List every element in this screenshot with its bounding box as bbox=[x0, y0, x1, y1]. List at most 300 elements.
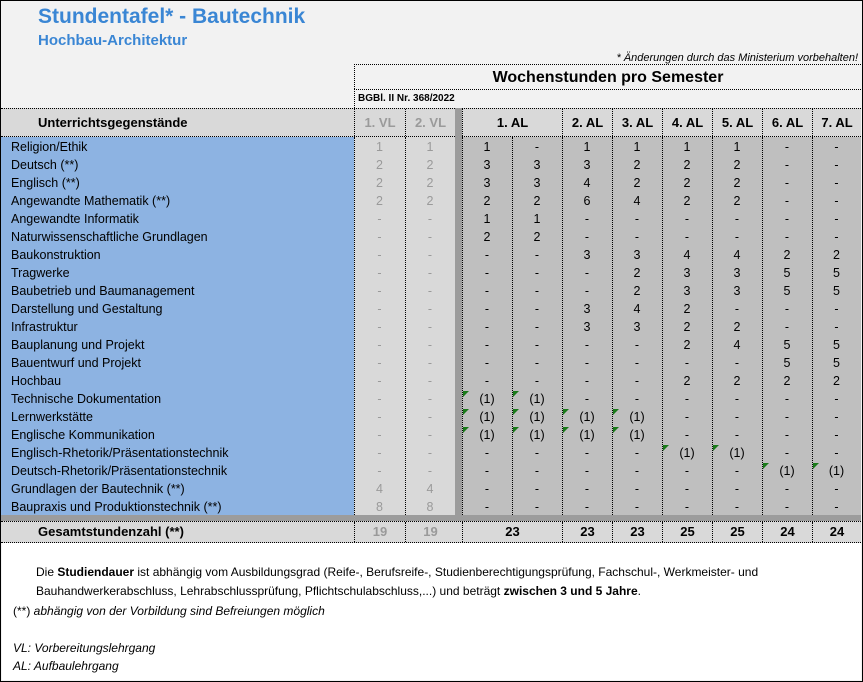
al-hours-cell bbox=[812, 156, 861, 174]
cell-value: - bbox=[584, 284, 590, 298]
cell-value: (1) bbox=[779, 464, 795, 478]
al-hours-cell bbox=[562, 390, 612, 408]
al-hours-cell bbox=[512, 228, 562, 246]
table-row bbox=[1, 174, 861, 192]
cell-value: - bbox=[634, 212, 640, 226]
cell-value: 3 bbox=[483, 176, 491, 190]
vl-hours-cell: 1 bbox=[376, 140, 383, 154]
cell-value: - bbox=[784, 482, 790, 496]
vl-hours-cell: - bbox=[377, 212, 382, 226]
cell-value: - bbox=[834, 158, 839, 172]
al-hours-cell bbox=[662, 246, 712, 264]
cell-value: - bbox=[684, 482, 690, 496]
al-hours-cell bbox=[512, 192, 562, 210]
al-hours-cell bbox=[662, 210, 712, 228]
al-hours-cell bbox=[762, 336, 812, 354]
al-hours-cell bbox=[662, 174, 712, 192]
al-hours-cell bbox=[562, 300, 612, 318]
al-hours-cell bbox=[762, 480, 812, 498]
al-hours-cell bbox=[662, 138, 712, 156]
vl-hours-cell: - bbox=[377, 392, 382, 406]
cell-value: - bbox=[534, 374, 540, 388]
vl-hours-cell: 1 bbox=[426, 140, 434, 154]
cell-value: 4 bbox=[733, 338, 741, 352]
total-al7: 24 bbox=[812, 522, 861, 542]
al-hours-cell bbox=[562, 192, 612, 210]
cell-value: 3 bbox=[583, 158, 591, 172]
al-hours-cell bbox=[762, 498, 812, 516]
vl-hours-cell: 2 bbox=[376, 194, 383, 208]
al-hours-cell bbox=[512, 264, 562, 282]
total-al1: 23 bbox=[462, 522, 562, 542]
al-hours-cell bbox=[612, 408, 662, 426]
al-hours-cell bbox=[612, 462, 662, 480]
vl-hours-cell: - bbox=[377, 464, 382, 478]
cell-value: - bbox=[784, 446, 790, 460]
subject-label: Englisch (**) bbox=[11, 176, 80, 190]
cell-value: - bbox=[484, 320, 490, 334]
comment-marker-icon[interactable] bbox=[463, 427, 469, 433]
footer-notes bbox=[2, 543, 861, 680]
al-hours-cell bbox=[712, 498, 762, 516]
cell-value: - bbox=[584, 212, 590, 226]
al-hours-cell bbox=[612, 138, 662, 156]
cell-value: 6 bbox=[583, 194, 591, 208]
al-hours-cell bbox=[812, 246, 861, 264]
cell-value: - bbox=[634, 374, 640, 388]
al-hours-cell bbox=[812, 174, 861, 192]
cell-value: (1) bbox=[729, 446, 745, 460]
cell-value: - bbox=[684, 230, 690, 244]
al-hours-cell bbox=[612, 210, 662, 228]
cell-value: 2 bbox=[683, 194, 691, 208]
cell-value: 5 bbox=[783, 266, 791, 280]
comment-marker-icon[interactable] bbox=[663, 445, 669, 451]
al-hours-cell bbox=[712, 210, 762, 228]
al-hours-cell bbox=[512, 426, 562, 444]
cell-value: (1) bbox=[529, 392, 545, 406]
al-hours-cell bbox=[512, 462, 562, 480]
cell-value: - bbox=[734, 302, 740, 316]
cell-value: - bbox=[484, 446, 490, 460]
cell-value: - bbox=[534, 464, 540, 478]
al-hours-cell bbox=[512, 174, 562, 192]
table-row bbox=[1, 282, 861, 300]
al-hours-cell bbox=[762, 372, 812, 390]
al-hours-cell bbox=[762, 408, 812, 426]
cell-value: - bbox=[534, 500, 540, 514]
vl-hours-cell: - bbox=[427, 302, 433, 316]
total-label: Gesamtstundenzahl (**) bbox=[38, 524, 184, 539]
al-hours-cell bbox=[612, 318, 662, 336]
cell-value: 3 bbox=[483, 158, 491, 172]
cell-value: 2 bbox=[633, 266, 641, 280]
cell-value: 2 bbox=[633, 158, 641, 172]
al3-column-header: 3. AL bbox=[612, 109, 662, 136]
vl-hours-cell: 2 bbox=[376, 176, 383, 190]
al-hours-cell bbox=[462, 192, 512, 210]
column-header-row bbox=[1, 108, 861, 137]
subject-label: Baukonstruktion bbox=[11, 248, 101, 262]
cell-value: - bbox=[484, 302, 490, 316]
vl-hours-cell: - bbox=[427, 410, 433, 424]
al-hours-cell bbox=[512, 318, 562, 336]
al-hours-cell bbox=[712, 372, 762, 390]
al-hours-cell bbox=[812, 318, 861, 336]
al-hours-cell bbox=[562, 138, 612, 156]
cell-value: - bbox=[534, 446, 540, 460]
al-hours-cell bbox=[812, 264, 861, 282]
total-row bbox=[1, 521, 861, 543]
al4-column-header: 4. AL bbox=[662, 109, 712, 136]
cell-value: - bbox=[584, 446, 590, 460]
al-hours-cell bbox=[712, 156, 762, 174]
al-hours-cell bbox=[612, 426, 662, 444]
cell-value: - bbox=[634, 356, 640, 370]
al-hours-cell bbox=[462, 174, 512, 192]
al-hours-cell bbox=[762, 300, 812, 318]
cell-value: 2 bbox=[733, 320, 741, 334]
cell-value: 2 bbox=[683, 176, 691, 190]
al-hours-cell bbox=[462, 372, 512, 390]
cell-value: 3 bbox=[533, 158, 541, 172]
comment-marker-icon[interactable] bbox=[713, 445, 719, 451]
cell-value: 5 bbox=[833, 338, 840, 352]
vl-hours-cell: - bbox=[427, 392, 433, 406]
cell-value: 3 bbox=[733, 266, 741, 280]
cell-value: - bbox=[584, 230, 590, 244]
cell-value: - bbox=[584, 482, 590, 496]
table-row bbox=[1, 264, 861, 282]
cell-value: 1 bbox=[483, 140, 491, 154]
note-text: abhängig von der Vorbildung sind Befreiungen möglich bbox=[33, 604, 325, 618]
comment-marker-icon[interactable] bbox=[613, 409, 619, 415]
al-hours-cell bbox=[512, 138, 562, 156]
cell-value: - bbox=[834, 230, 839, 244]
cell-value: - bbox=[734, 482, 740, 496]
al-hours-cell bbox=[712, 246, 762, 264]
comment-marker-icon[interactable] bbox=[613, 427, 619, 433]
cell-value: 3 bbox=[533, 176, 541, 190]
subject-label: Angewandte Mathematik (**) bbox=[11, 194, 171, 208]
text: Die bbox=[36, 565, 58, 579]
table-row bbox=[1, 246, 861, 264]
al-hours-cell bbox=[662, 372, 712, 390]
al-hours-cell bbox=[762, 282, 812, 300]
al-hours-cell bbox=[512, 282, 562, 300]
cell-value: 1 bbox=[583, 140, 591, 154]
table-row bbox=[1, 300, 861, 318]
cell-value: - bbox=[684, 410, 690, 424]
table-row bbox=[1, 138, 861, 156]
bold-text: zwischen 3 und 5 Jahre bbox=[503, 584, 638, 598]
cell-value: - bbox=[734, 410, 740, 424]
cell-value: - bbox=[634, 392, 640, 406]
cell-value: - bbox=[784, 140, 790, 154]
al-hours-cell bbox=[562, 426, 612, 444]
vl-hours-cell: - bbox=[427, 464, 433, 478]
al-hours-cell bbox=[812, 282, 861, 300]
subject-label: Baupraxis und Produktionstechnik (**) bbox=[11, 500, 222, 514]
cell-value: - bbox=[484, 338, 490, 352]
vl-hours-cell: - bbox=[377, 356, 382, 370]
comment-marker-icon[interactable] bbox=[513, 427, 519, 433]
al-hours-cell bbox=[812, 354, 861, 372]
al-hours-cell bbox=[562, 174, 612, 192]
cell-value: - bbox=[684, 392, 690, 406]
al-hours-cell bbox=[812, 426, 861, 444]
al-hours-cell bbox=[812, 408, 861, 426]
cell-value: (1) bbox=[479, 392, 495, 406]
cell-value: 3 bbox=[633, 320, 641, 334]
cell-value: 1 bbox=[683, 140, 691, 154]
al-hours-cell bbox=[662, 192, 712, 210]
vl-hours-cell: - bbox=[377, 338, 382, 352]
cell-value: 1 bbox=[483, 212, 491, 226]
al-hours-cell bbox=[612, 156, 662, 174]
comment-marker-icon[interactable] bbox=[813, 463, 819, 469]
total-vl1: 19 bbox=[354, 522, 405, 542]
subject-label: Naturwissenschaftliche Grundlagen bbox=[11, 230, 208, 244]
cell-value: - bbox=[534, 356, 540, 370]
comment-marker-icon[interactable] bbox=[463, 391, 469, 397]
cell-value: - bbox=[734, 428, 740, 442]
al-hours-cell bbox=[712, 192, 762, 210]
comment-marker-icon[interactable] bbox=[513, 409, 519, 415]
al-hours-cell bbox=[762, 210, 812, 228]
al-hours-cell bbox=[662, 444, 712, 462]
comment-marker-icon[interactable] bbox=[463, 409, 469, 415]
al-hours-cell bbox=[512, 300, 562, 318]
page-subtitle: Hochbau-Architektur bbox=[38, 32, 188, 49]
cell-value: 2 bbox=[683, 338, 691, 352]
comment-marker-icon[interactable] bbox=[513, 391, 519, 397]
al-hours-cell bbox=[712, 408, 762, 426]
cell-value: - bbox=[634, 500, 640, 514]
cell-value: 4 bbox=[633, 302, 641, 316]
al-hours-cell bbox=[612, 228, 662, 246]
al-hours-cell bbox=[812, 300, 861, 318]
comment-marker-icon[interactable] bbox=[763, 463, 769, 469]
al-hours-cell bbox=[462, 300, 512, 318]
cell-value: (1) bbox=[579, 428, 595, 442]
cell-value: 3 bbox=[583, 302, 591, 316]
cell-value: (1) bbox=[629, 410, 645, 424]
bold-text: Studiendauer bbox=[57, 565, 135, 579]
al-hours-cell bbox=[662, 336, 712, 354]
al-hours-cell bbox=[712, 174, 762, 192]
al-hours-cell bbox=[462, 156, 512, 174]
cell-value: (1) bbox=[828, 464, 845, 478]
cell-value: 5 bbox=[833, 356, 840, 370]
total-al6: 24 bbox=[762, 522, 812, 542]
al-hours-cell bbox=[762, 462, 812, 480]
cell-value: - bbox=[634, 482, 640, 496]
al-hours-cell bbox=[512, 210, 562, 228]
cell-value: 2 bbox=[733, 176, 741, 190]
al-hours-cell bbox=[762, 354, 812, 372]
al-hours-cell bbox=[662, 390, 712, 408]
cell-value: - bbox=[834, 320, 839, 334]
bgbl-reference: BGBl. II Nr. 368/2022 bbox=[354, 89, 861, 108]
al-hours-cell bbox=[462, 282, 512, 300]
al7-column-header: 7. AL bbox=[812, 109, 861, 136]
cell-value: 3 bbox=[633, 248, 641, 262]
subject-label: Bauentwurf und Projekt bbox=[11, 356, 141, 370]
table-row bbox=[1, 498, 861, 516]
cell-value: - bbox=[834, 176, 839, 190]
cell-value: - bbox=[784, 320, 790, 334]
cell-value: - bbox=[534, 338, 540, 352]
cell-value: - bbox=[584, 338, 590, 352]
cell-value: - bbox=[784, 392, 790, 406]
table-row bbox=[1, 210, 861, 228]
al-hours-cell bbox=[562, 462, 612, 480]
cell-value: - bbox=[834, 446, 839, 460]
vl1-column-header: 1. VL bbox=[354, 109, 405, 136]
note-prefix: (**) bbox=[13, 604, 34, 618]
comment-marker-icon[interactable] bbox=[563, 427, 569, 433]
vl-hours-cell: - bbox=[377, 302, 382, 316]
cell-value: (1) bbox=[629, 428, 645, 442]
cell-value: 2 bbox=[783, 374, 791, 388]
cell-value: - bbox=[584, 356, 590, 370]
al-hours-cell bbox=[462, 444, 512, 462]
subject-label: Religion/Ethik bbox=[11, 140, 88, 154]
al-definition: AL: Aufbaulehrgang bbox=[13, 659, 119, 673]
al-hours-cell bbox=[462, 390, 512, 408]
subject-label: Darstellung und Gestaltung bbox=[11, 302, 163, 316]
al-hours-cell bbox=[512, 372, 562, 390]
total-al3: 23 bbox=[612, 522, 662, 542]
cell-value: 4 bbox=[583, 176, 591, 190]
cell-value: - bbox=[834, 500, 839, 514]
total-al4: 25 bbox=[662, 522, 712, 542]
al-hours-cell bbox=[512, 390, 562, 408]
al-hours-cell bbox=[762, 390, 812, 408]
comment-marker-icon[interactable] bbox=[563, 409, 569, 415]
al-hours-cell bbox=[812, 480, 861, 498]
cell-value: - bbox=[634, 230, 640, 244]
al-hours-cell bbox=[462, 498, 512, 516]
cell-value: - bbox=[584, 266, 590, 280]
al-hours-cell bbox=[612, 390, 662, 408]
total-al2: 23 bbox=[562, 522, 612, 542]
cell-value: - bbox=[784, 230, 790, 244]
al-hours-cell bbox=[562, 210, 612, 228]
vl-hours-cell: - bbox=[427, 374, 433, 388]
cell-value: - bbox=[734, 230, 740, 244]
vl-hours-cell: 8 bbox=[426, 500, 434, 514]
cell-value: - bbox=[534, 482, 540, 496]
al-hours-cell bbox=[612, 354, 662, 372]
vl-hours-cell: - bbox=[427, 428, 433, 442]
al-hours-cell bbox=[462, 462, 512, 480]
cell-value: 2 bbox=[733, 194, 741, 208]
al-hours-cell bbox=[562, 246, 612, 264]
al-hours-cell bbox=[562, 156, 612, 174]
cell-value: - bbox=[834, 194, 839, 208]
cell-value: - bbox=[684, 500, 690, 514]
al-hours-cell bbox=[612, 480, 662, 498]
cell-value: 5 bbox=[833, 284, 840, 298]
cell-value: 2 bbox=[683, 302, 691, 316]
exemption-note bbox=[13, 604, 325, 618]
cell-value: 2 bbox=[683, 374, 691, 388]
al-hours-cell bbox=[762, 246, 812, 264]
cell-value: - bbox=[534, 302, 540, 316]
al-hours-cell bbox=[762, 228, 812, 246]
cell-value: 2 bbox=[833, 374, 840, 388]
al-hours-cell bbox=[562, 282, 612, 300]
cell-value: 2 bbox=[533, 230, 541, 244]
table-row bbox=[1, 318, 861, 336]
cell-value: 2 bbox=[483, 230, 491, 244]
cell-value: - bbox=[684, 428, 690, 442]
al-hours-cell bbox=[812, 336, 861, 354]
al-hours-cell bbox=[562, 498, 612, 516]
cell-value: - bbox=[784, 158, 790, 172]
total-al5: 25 bbox=[712, 522, 762, 542]
cell-value: 2 bbox=[533, 194, 541, 208]
cell-value: - bbox=[834, 140, 839, 154]
vl-hours-cell: - bbox=[427, 446, 433, 460]
subject-label: Deutsch (**) bbox=[11, 158, 79, 172]
al1-column-header: 1. AL bbox=[462, 109, 562, 136]
al-hours-cell bbox=[762, 444, 812, 462]
al-hours-cell bbox=[812, 192, 861, 210]
table-row bbox=[1, 480, 861, 498]
cell-value: 5 bbox=[783, 338, 791, 352]
cell-value: - bbox=[734, 500, 740, 514]
al-hours-cell bbox=[462, 354, 512, 372]
cell-value: - bbox=[584, 500, 590, 514]
al-hours-cell bbox=[612, 336, 662, 354]
cell-value: - bbox=[784, 428, 790, 442]
cell-value: - bbox=[534, 266, 540, 280]
al-hours-cell bbox=[762, 174, 812, 192]
al-hours-cell bbox=[512, 336, 562, 354]
al-hours-cell bbox=[562, 264, 612, 282]
ministry-note: * Änderungen durch das Ministerium vorbehalten! bbox=[616, 52, 858, 64]
cell-value: 2 bbox=[683, 158, 691, 172]
al-hours-cell bbox=[712, 300, 762, 318]
al-hours-cell bbox=[612, 444, 662, 462]
al-hours-cell bbox=[762, 426, 812, 444]
al5-column-header: 5. AL bbox=[712, 109, 762, 136]
vl-hours-cell: 2 bbox=[426, 176, 434, 190]
vl-hours-cell: - bbox=[427, 320, 433, 334]
cell-value: - bbox=[534, 320, 540, 334]
vl-hours-cell: - bbox=[377, 248, 382, 262]
al-hours-cell bbox=[562, 480, 612, 498]
al-hours-cell bbox=[812, 138, 861, 156]
subject-label: Angewandte Informatik bbox=[11, 212, 139, 226]
cell-value: 4 bbox=[683, 248, 691, 262]
cell-value: - bbox=[734, 392, 740, 406]
vl-hours-cell: - bbox=[427, 284, 433, 298]
cell-value: - bbox=[634, 446, 640, 460]
al-hours-cell bbox=[712, 336, 762, 354]
vl-hours-cell: - bbox=[427, 230, 433, 244]
al-hours-cell bbox=[762, 192, 812, 210]
al-hours-cell bbox=[812, 372, 861, 390]
al-hours-cell bbox=[662, 354, 712, 372]
cell-value: - bbox=[584, 464, 590, 478]
vl-hours-cell: - bbox=[377, 410, 382, 424]
cell-value: - bbox=[834, 410, 839, 424]
al-hours-cell bbox=[612, 174, 662, 192]
